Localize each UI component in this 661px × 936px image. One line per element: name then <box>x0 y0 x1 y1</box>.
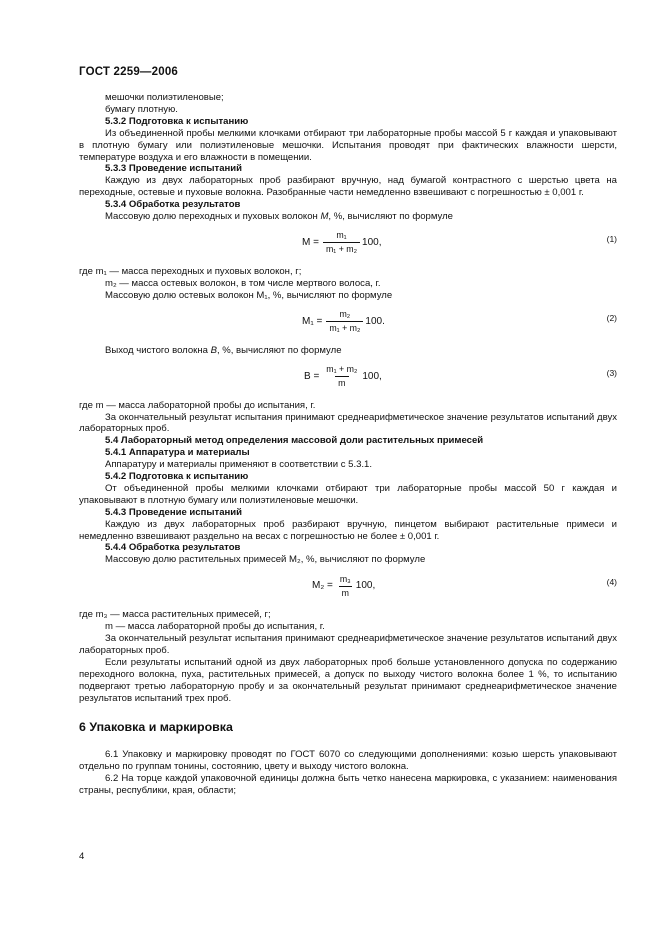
paragraph: Выход чистого волокна B, %, вычисляют по формуле <box>105 344 342 356</box>
paragraph: Аппаратуру и материалы применяют в соответствии с 5.3.1. <box>105 459 373 471</box>
formula-tail: 100, <box>355 580 376 592</box>
paragraph: За окончательный результат испытания принимают среднеарифметическое значение результатов испытаний двух лабораторных проб. <box>79 633 617 656</box>
paragraph: Массовую долю растительных примесей M₂, %, вычисляют по формуле <box>105 554 426 566</box>
formula-4 <box>79 570 617 602</box>
where-line: m — масса лабораторной пробы до испытания, г. <box>105 621 325 633</box>
paragraph: Каждую из двух лабораторных проб разбирают вручную, над бумагой контрастного с шерстью цвета на переходные, остевые и пуховые волокна. Разобранные части немедленно взвешивают с погрешностью ± 0,001 г. <box>79 175 617 199</box>
formula-denominator: m <box>335 376 348 390</box>
heading-5-3-2: 5.3.2 Подготовка к испытанию <box>105 115 249 127</box>
formula-numerator: m₁ + m₂ <box>326 364 358 375</box>
formula-numerator: m₃ <box>339 573 351 584</box>
paragraph: Из объединенной пробы мелкими клочками отбирают три лабораторные пробы массой 5 г каждая и упаковывают в плотную бумагу или полиэтиленовые мешочки. Испытания проводят при фактических влажности шерсти, температуре воздуха и его влажности в помещении. <box>79 127 617 163</box>
where-line: где m₃ — масса растительных примесей, г; <box>79 609 271 621</box>
paragraph: Массовую долю остевых волокон M₁, %, вычисляют по формуле <box>105 289 393 301</box>
formula-denominator: m₁ + m₂ <box>326 321 363 335</box>
paragraph: 6.1 Упаковку и маркировку проводят по ГОСТ 6070 со следующими дополнениями: козью шерсть упаковывают отдельно по группам тонины, состоянию, цвету и выходу чистого волокна. <box>79 749 617 773</box>
list-item: мешочки полиэтиленовые; <box>105 92 224 103</box>
heading-5-3-4: 5.3.4 Обработка результатов <box>105 199 241 211</box>
paragraph: Каждую из двух лабораторных проб разбирают вручную, пинцетом выбирают растительные примеси и немедленно взвешивают раздельно на весах с погрешностью не более ± 0,001 г. <box>79 518 617 542</box>
paragraph: От объединенной пробы мелкими клочками отбирают три лабораторные пробы массой 50 г каждая и упаковывают в плотную бумагу или полиэтиленовые мешочки. <box>79 482 617 506</box>
list-item: бумагу плотную. <box>105 103 178 115</box>
document-header: ГОСТ 2259—2006 <box>79 66 179 78</box>
formula-lhs: B = <box>304 370 320 382</box>
formula-tail: 100. <box>365 315 385 327</box>
formula-denominator: m₁ + m₂ <box>323 242 360 256</box>
where-line: m₂ — масса остевых волокон, в том числе мертвого волоса, г. <box>105 277 381 289</box>
heading-5-4-1: 5.4.1 Аппаратура и материалы <box>105 447 250 459</box>
formula-lhs: M₂ = <box>312 580 333 592</box>
formula-number: (3) <box>606 367 617 378</box>
paragraph: Массовую долю переходных и пуховых волокон M, %, вычисляют по формуле <box>105 211 453 223</box>
where-line: где m₁ — масса переходных и пуховых волокон, г; <box>79 265 302 277</box>
paragraph: Если результаты испытаний одной из двух лабораторных проб больше установленного допуска по содержанию переходного волокна, пуха, растительных примесей, а допуск по выходу чистого волокна более 1 %, то испытанию подвергают третью лабораторную пробу и за окончательный результат принимают среднеарифметическое значение результатов испытаний трех проб. <box>79 656 617 704</box>
formula-2 <box>79 306 617 338</box>
heading-5-4-2: 5.4.2 Подготовка к испытанию <box>105 471 249 483</box>
formula-3 <box>79 361 617 393</box>
formula-number: (4) <box>606 577 617 588</box>
page-content <box>79 92 617 797</box>
heading-5-3-3: 5.3.3 Проведение испытаний <box>105 163 243 175</box>
section-title-6: 6 Упаковка и маркировка <box>79 719 233 734</box>
paragraph: 6.2 На торце каждой упаковочной единицы должна быть четко нанесена маркировка, с указанием: наименования страны, республики, края, области; <box>79 773 617 797</box>
where-line: где m — масса лабораторной пробы до испытания, г. <box>79 399 316 411</box>
heading-5-4-4: 5.4.4 Обработка результатов <box>105 542 241 554</box>
heading-5-4-3: 5.4.3 Проведение испытаний <box>105 506 243 518</box>
formula-number: (1) <box>606 233 617 244</box>
page-number: 4 <box>79 851 85 862</box>
formula-tail: 100, <box>362 370 382 382</box>
paragraph: За окончательный результат испытания принимают среднеарифметическое значение результатов испытаний двух лабораторных проб. <box>79 411 617 435</box>
formula-1 <box>79 227 617 259</box>
formula-number: (2) <box>606 312 617 323</box>
formula-lhs: M₁ = <box>302 315 323 327</box>
formula-numerator: m₂ <box>339 309 351 320</box>
formula-tail: 100, <box>362 237 382 249</box>
formula-lhs: M = <box>302 237 319 249</box>
formula-denominator: m <box>339 586 352 600</box>
heading-5-4: 5.4 Лабораторный метод определения массовой доли растительных примесей <box>105 435 484 447</box>
formula-numerator: m₁ <box>336 230 347 241</box>
